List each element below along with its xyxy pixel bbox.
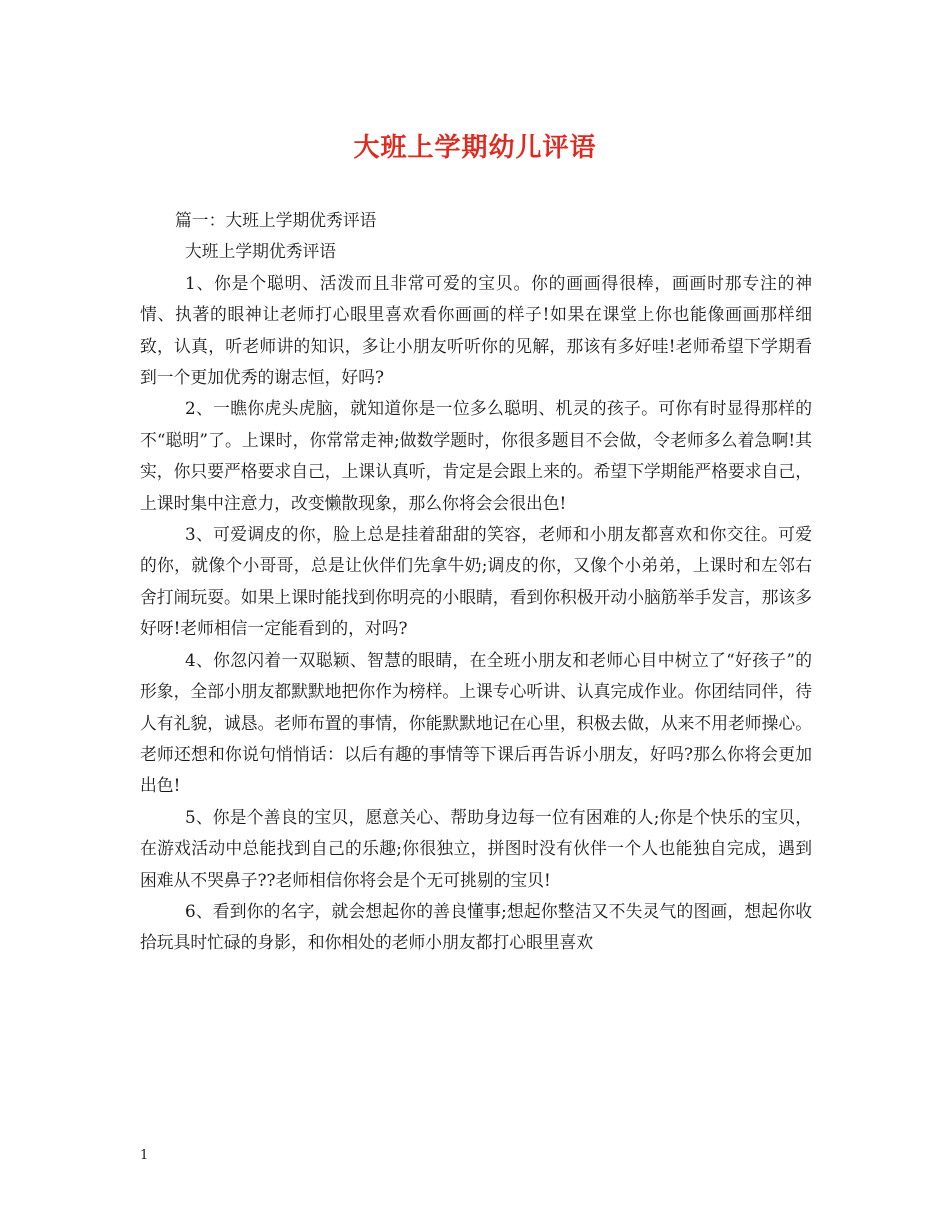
- document-title: 大班上学期幼儿评语: [353, 133, 597, 163]
- sub-heading: 大班上学期优秀评语: [185, 241, 337, 262]
- page-number: 1: [140, 1148, 149, 1163]
- paragraph-3: 3、可爱调皮的你，脸上总是挂着甜甜的笑容，老师和小朋友都喜欢和你交往。可爱的你，就像个小哥哥，总是让伙伴们先拿牛奶;调皮的你，又像个小弟弟，上课时和左邻右舍打闹玩耍。如果上课时能找到你明亮的小眼睛，看到你积极开动小脑筋举手发言，那该多好呀!老师相信一定能看到的，对吗?: [140, 524, 812, 639]
- paragraph-6: 6、看到你的名字，就会想起你的善良懂事;想起你整洁又不失灵气的图画，想起你收拾玩具时忙碌的身影，和你相处的老师小朋友都打心眼里喜欢: [140, 900, 812, 953]
- paragraph-4: 4、你忽闪着一双聪颖、智慧的眼睛，在全班小朋友和老师心目中树立了“好孩子”的形象，全部小朋友都默默地把你作为榜样。上课专心听讲、认真完成作业。你团结同伴，待人有礼貌，诚恳。老师布置的事情，你能默默地记在心里，积极去做，从来不用老师操心。老师还想和你说句悄悄话：以后有趣的事情等下课后再告诉小朋友，好吗?那么你将会更加出色!: [140, 649, 812, 796]
- paragraph-2: 2、一瞧你虎头虎脑，就知道你是一位多么聪明、机灵的孩子。可你有时显得那样的不“聪明”了。上课时，你常常走神;做数学题时，你很多题目不会做，令老师多么着急啊!其实，你只要严格要求自己，上课认真听，肯定是会跟上来的。希望下学期能严格要求自己，上课时集中注意力，改变懒散现象，那么你将会会很出色!: [140, 398, 812, 513]
- document-body: [140, 205, 812, 959]
- paragraph-1: 1、你是个聪明、活泼而且非常可爱的宝贝。你的画画得很棒，画画时那专注的神情、执著的眼神让老师打心眼里喜欢看你画画的样子!如果在课堂上你也能像画画那样细致，认真，听老师讲的知识，多让小朋友听听你的见解，那该有多好哇!老师希望下学期看到一个更加优秀的谢志恒，好吗?: [140, 272, 812, 388]
- paragraph-5: 5、你是个善良的宝贝，愿意关心、帮助身边每一位有困难的人;你是个快乐的宝贝，在游戏活动中总能找到自己的乐趣;你很独立，拼图时没有伙伴一个人也能独自完成，遇到困难从不哭鼻子??老师相信你将会是个无可挑剔的宝贝!: [140, 806, 812, 890]
- section-heading: 篇一：大班上学期优秀评语: [175, 210, 377, 230]
